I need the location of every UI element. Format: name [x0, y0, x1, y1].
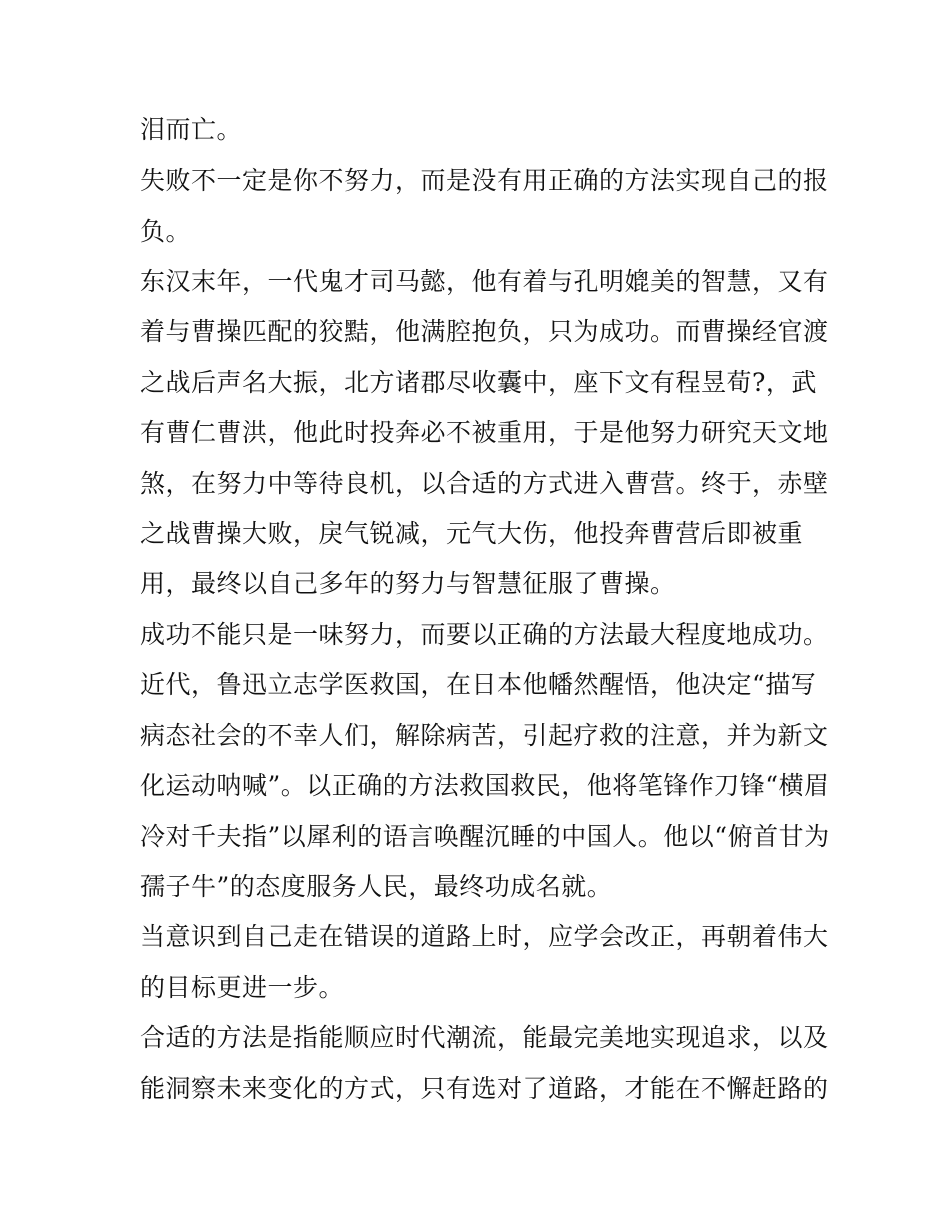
text-line: 合适的方法是指能顺应时代潮流，能最完美地实现追求，以及 — [140, 1023, 829, 1052]
text-line: 有曹仁曹洪，他此时投奔必不被重用，于是他努力研究天文地 — [140, 418, 829, 447]
text-line: 冷对千夫指”以犀利的语言唤醒沉睡的中国人。他以“俯首甘为 — [140, 822, 830, 851]
text-line: 之战后声名大振，北方诸郡尽收囊中，座下文有程昱荀?，武 — [140, 368, 817, 397]
text-line: 之战曹操大败，戾气锐减，元气大伤，他投奔曹营后即被重 — [140, 519, 804, 548]
text-line: 的目标更进一步。 — [140, 973, 345, 1002]
text-line: 近代，鲁迅立志学医救国，在日本他幡然醒悟，他决定“描写 — [140, 670, 817, 699]
text-line: 孺子牛”的态度服务人民，最终功成名就。 — [140, 872, 613, 901]
text-line: 能洞察未来变化的方式，只有选对了道路，才能在不懈赶路的 — [140, 1074, 829, 1103]
text-line: 化运动呐喊”。以正确的方法救国救民，他将笔锋作刀锋“横眉 — [140, 771, 830, 800]
text-line: 煞，在努力中等待良机，以合适的方式进入曹营。终于，赤壁 — [140, 469, 829, 498]
text-line: 负。 — [140, 217, 192, 246]
text-line: 着与曹操匹配的狡黠，他满腔抱负，只为成功。而曹操经官渡 — [140, 317, 829, 346]
text-line: 东汉末年，一代鬼才司马懿，他有着与孔明媲美的智慧，又有 — [140, 267, 829, 296]
text-line: 用，最终以自己多年的努力与智慧征服了曹操。 — [140, 569, 676, 598]
text-line: 成功不能只是一味努力，而要以正确的方法最大程度地成功。 — [140, 620, 829, 649]
text-line: 失败不一定是你不努力，而是没有用正确的方法实现自己的报 — [140, 166, 829, 195]
text-line: 病态社会的不幸人们，解除病苦，引起疗救的注意，并为新文 — [140, 721, 829, 750]
text-line: 当意识到自己走在错误的道路上时，应学会改正，再朝着伟大 — [140, 922, 829, 951]
text-line: 泪而亡。 — [140, 115, 243, 144]
